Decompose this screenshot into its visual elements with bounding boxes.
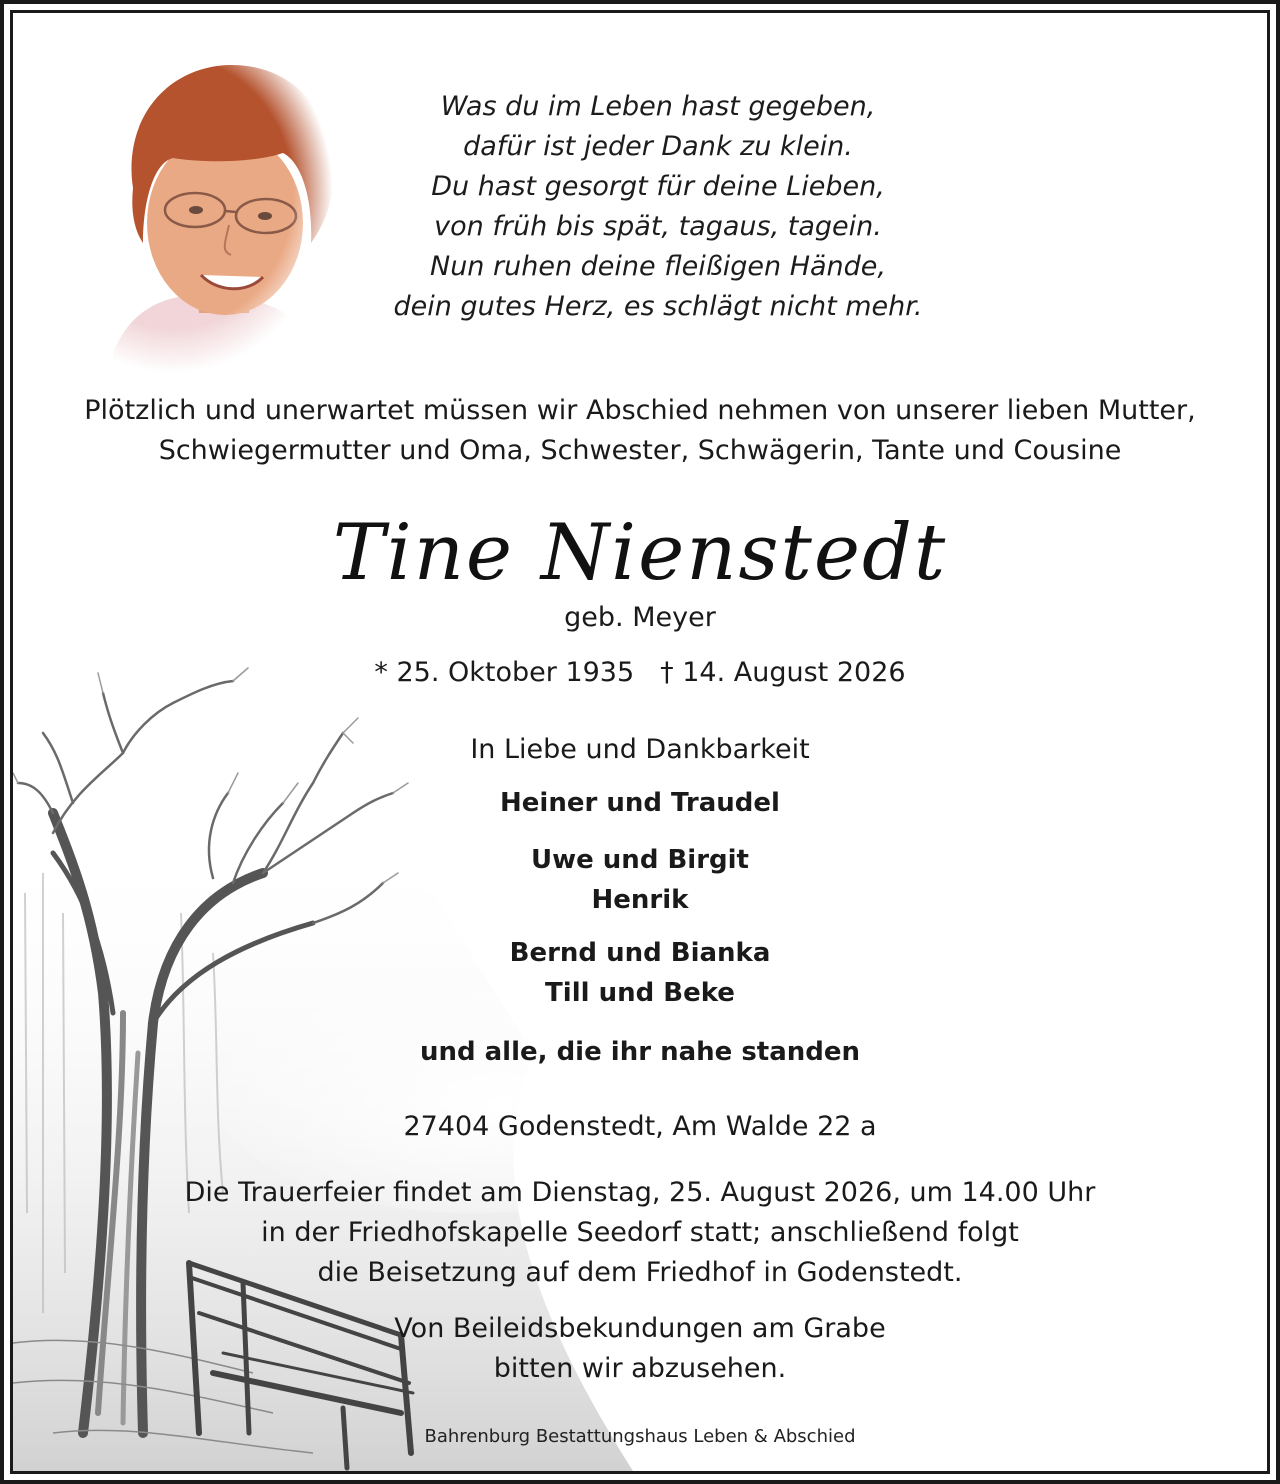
deceased-name: Tine Nienstedt	[332, 508, 948, 598]
mourner-family	[13, 840, 1267, 920]
death-date: † 14. August 2026	[660, 657, 906, 688]
poem-line: dafür ist jeder Dank zu klein.	[463, 131, 853, 162]
notice-text	[13, 13, 1267, 1471]
funeral-home: Bahrenburg Bestattungshaus Leben & Abschied	[424, 1426, 856, 1447]
life-dates	[13, 654, 1267, 692]
mourner-names: Henrik	[591, 885, 689, 915]
birth-date: * 25. Oktober 1935	[374, 657, 635, 688]
service-line: Die Trauerfeier findet am Dienstag, 25. August 2026, um 14.00 Uhr	[184, 1177, 1096, 1208]
intro-line: Schwiegermutter und Oma, Schwester, Schwägerin, Tante und Cousine	[158, 435, 1122, 466]
service-info	[13, 1173, 1267, 1293]
poem-line: von früh bis spät, tagaus, tagein.	[434, 211, 882, 242]
mourner-names: Bernd und Bianka	[509, 938, 771, 968]
condolence-line: Von Beileidsbekundungen am Grabe	[394, 1313, 886, 1344]
mourner-all: und alle, die ihr nahe standen	[419, 1037, 861, 1067]
condolence-note	[13, 1309, 1267, 1389]
poem-line: Du hast gesorgt für deine Lieben,	[431, 171, 885, 202]
poem-line: Was du im Leben hast gegeben,	[440, 91, 876, 122]
condolence-line: bitten wir abzusehen.	[493, 1353, 787, 1384]
notice-card	[10, 10, 1270, 1474]
mourner-names: Till und Beke	[545, 978, 735, 1008]
mourner-names: Heiner und Traudel	[500, 788, 780, 818]
maiden-name: geb. Meyer	[564, 602, 716, 633]
intro-text	[13, 391, 1267, 471]
poem-line: dein gutes Herz, es schlägt nicht mehr.	[393, 291, 923, 322]
mourner-family	[13, 933, 1267, 1013]
poem	[343, 87, 973, 327]
service-line: in der Friedhofskapelle Seedorf statt; anschließend folgt	[261, 1217, 1019, 1248]
mourner-family	[13, 783, 1267, 823]
address: 27404 Godenstedt, Am Walde 22 a	[403, 1111, 877, 1142]
poem-line: Nun ruhen deine fleißigen Hände,	[430, 251, 886, 282]
intro-line: Plötzlich und unerwartet müssen wir Abschied nehmen von unserer lieben Mutter,	[84, 395, 1196, 426]
mourner-names: Uwe und Birgit	[530, 845, 749, 875]
service-line: die Beisetzung auf dem Friedhof in Godenstedt.	[317, 1257, 963, 1288]
gratitude-line: In Liebe und Dankbarkeit	[470, 734, 810, 765]
